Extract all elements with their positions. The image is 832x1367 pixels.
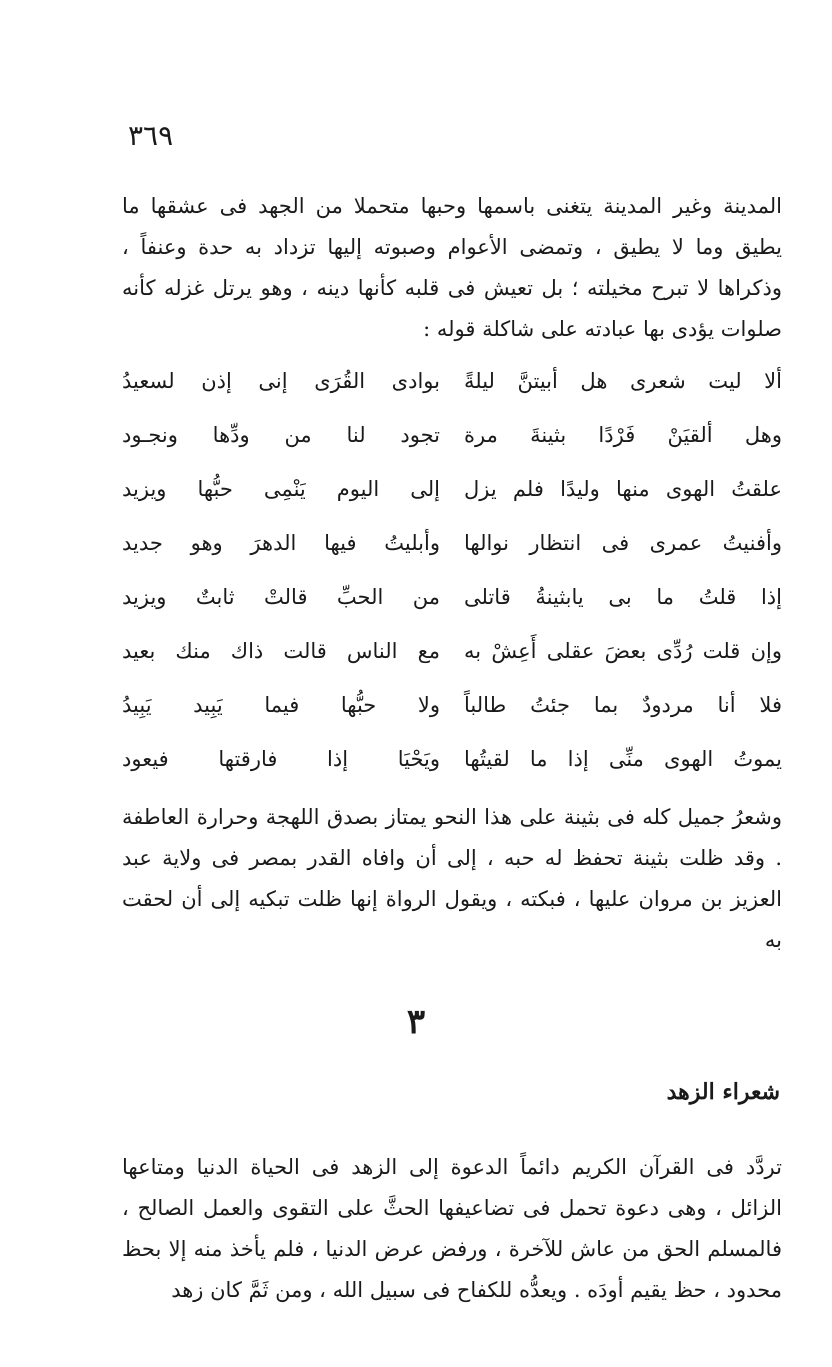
verse-second-hemistich: تجود لنا من ودِّها ونجـود xyxy=(122,423,440,447)
verse-second-hemistich: مع الناس قالت ذاك منك بعيد xyxy=(122,639,440,663)
verse-second-hemistich: إلى اليوم يَنْمِى حبُّها ويزيد xyxy=(122,477,440,501)
verse-first-hemistich: يموتُ الهوى منِّى إذا ما لقيتُها xyxy=(464,747,782,771)
after-poem-paragraph: وشعرُ جميل كله فى بثينة على هذا النحو يمتاز بصدق اللهجة وحرارة العاطفة . وقد ظلت بثينة تحفظ له حبه ، إلى أن وافاه القدر بمصر فى ولاية عبد العزيز بن مروان عليها ، فبكته ، ويقول الرواة إنها ظلت تبكيه إلى أن لحقت به xyxy=(122,805,782,952)
poem-verse xyxy=(122,408,782,462)
verse-first-hemistich: ألا ليت شعرى هل أبيتنَّ ليلةً xyxy=(464,369,782,393)
verse-second-hemistich: ويَحْيَا إذا فارقتها فيعود xyxy=(122,747,440,771)
verse-second-hemistich: بوادى القُرَى إنى إذن لسعيدُ xyxy=(122,369,440,393)
intro-paragraph: المدينة وغير المدينة يتغنى باسمها وحبها متحملا من الجهد فى عشقها ما يطيق وما لا يطيق ، وتمضى الأعوام وصبوته إليها تزداد به حدة وعنفاً ، وذكراها لا تبرح مخيلته ؛ بل تعيش فى قلبه كأنها دينه ، وهو يرتل غزله كأنه صلوات يؤدى بها عبادته على شاكلة قوله : xyxy=(122,194,782,341)
verse-first-hemistich: علقتُ الهوى منها وليدًا فلم يزل xyxy=(464,477,782,501)
page-number: ٣٦٩ xyxy=(128,119,174,152)
verse-second-hemistich: من الحبِّ قالتْ ثابتٌ ويزيد xyxy=(122,585,440,609)
verse-first-hemistich: فلا أنا مردودٌ بما جئتُ طالباً xyxy=(464,693,782,717)
poem-verse xyxy=(122,624,782,678)
verse-first-hemistich: إذا قلتُ ما بى يابثينةُ قاتلى xyxy=(464,585,782,609)
poem-verse xyxy=(122,462,782,516)
verse-first-hemistich: وهل ألقيَنْ فَرْدًا بثينةَ مرة xyxy=(464,423,782,447)
section-paragraph: تردَّد فى القرآن الكريم دائماً الدعوة إلى الزهد فى الحياة الدنيا ومتاعها الزائل ، وهى دعوة تحمل فى تضاعيفها الحثَّ على التقوى والعمل الصالح ، فالمسلم الحق من عاش للآخرة ، ورفض عرض الدنيا ، فلم يأخذ منه إلا بحظ محدود ، حظ يقيم أودَه . ويعدُّه للكفاح فى سبيل الله ، ومن ثَمَّ كان زهد xyxy=(122,1155,782,1302)
verse-second-hemistich: وأبليتُ فيها الدهرَ وهو جديد xyxy=(122,531,440,555)
poem-verse xyxy=(122,516,782,570)
poem-verse xyxy=(122,354,782,408)
poem-verse xyxy=(122,570,782,624)
poem xyxy=(122,354,782,786)
verse-first-hemistich: وأفنيتُ عمرى فى انتظار نوالها xyxy=(464,531,782,555)
section-title: شعراء الزهد xyxy=(666,1079,780,1105)
poem-verse xyxy=(122,678,782,732)
verse-second-hemistich: ولا حبُّها فيما يَبِيد يَبِيدُ xyxy=(122,693,440,717)
section-number: ٣ xyxy=(406,1002,426,1042)
verse-first-hemistich: وإن قلت رُدِّى بعضَ عقلى أَعِشْ به xyxy=(464,639,782,663)
poem-verse xyxy=(122,732,782,786)
